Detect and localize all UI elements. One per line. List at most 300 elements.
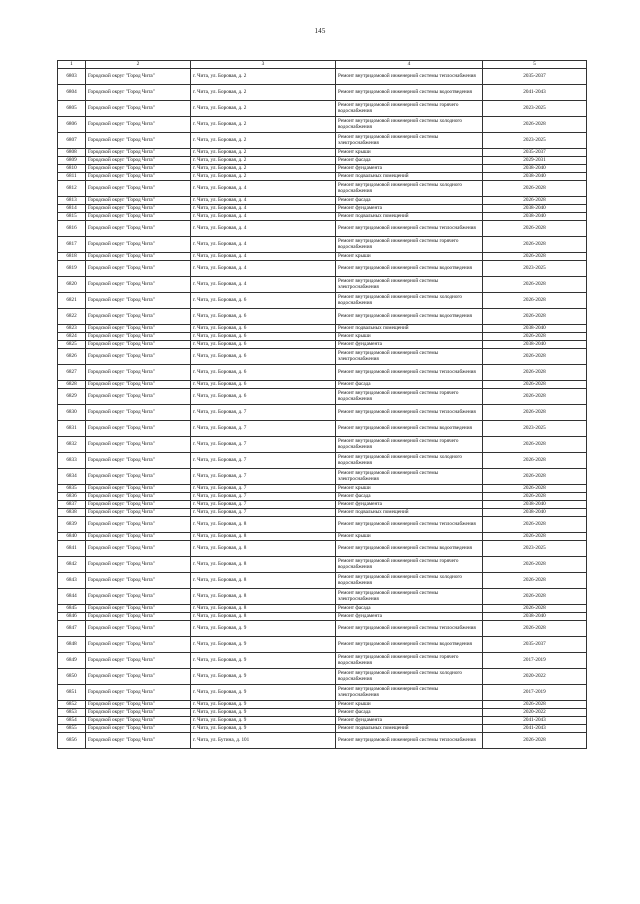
municipality-cell: Городской округ "Город Чита" [86,101,191,117]
header-cell-3: 3 [191,61,336,69]
address-cell: г. Чита, ул. Боровая, д. 7 [191,501,336,509]
address-cell: г. Чита, ул. Бутина, д. 101 [191,733,336,749]
address-cell: г. Чита, ул. Боровая, д. 8 [191,573,336,589]
table-row [58,557,587,573]
address-cell: г. Чита, ул. Боровая, д. 9 [191,701,336,709]
municipality-cell: Городской округ "Город Чита" [86,253,191,261]
work-type-cell: Ремонт внутридомовой инженерной системы горячего водоснабжения [336,389,483,405]
municipality-cell: Городской округ "Город Чита" [86,221,191,237]
municipality-cell: Городской округ "Город Чита" [86,621,191,637]
header-cell-4: 4 [336,61,483,69]
municipality-cell: Городской округ "Город Чита" [86,325,191,333]
work-type-cell: Ремонт фасада [336,381,483,389]
row-number-cell: 6837 [58,501,86,509]
address-cell: г. Чита, ул. Боровая, д. 9 [191,725,336,733]
row-number-cell: 6816 [58,221,86,237]
period-cell: 2026-2028 [483,485,587,493]
work-type-cell: Ремонт внутридомовой инженерной системы водоотведения [336,421,483,437]
address-cell: г. Чита, ул. Боровая, д. 8 [191,533,336,541]
table-row [58,173,587,181]
row-number-cell: 6820 [58,277,86,293]
table-row [58,101,587,117]
address-cell: г. Чита, ул. Боровая, д. 4 [191,261,336,277]
period-cell: 2041-2043 [483,725,587,733]
period-cell: 2017-2019 [483,653,587,669]
work-type-cell: Ремонт внутридомовой инженерной системы водоотведения [336,541,483,557]
period-cell: 2026-2028 [483,733,587,749]
table-row [58,277,587,293]
address-cell: г. Чита, ул. Боровая, д. 7 [191,469,336,485]
table-row [58,293,587,309]
work-type-cell: Ремонт фундамента [336,165,483,173]
work-type-cell: Ремонт внутридомовой инженерной системы теплоснабжения [336,517,483,533]
header-cell-5: 5 [483,61,587,69]
period-cell: 2038-2040 [483,213,587,221]
municipality-cell: Городской округ "Город Чита" [86,341,191,349]
period-cell: 2026-2028 [483,309,587,325]
row-number-cell: 6825 [58,341,86,349]
row-number-cell: 6829 [58,389,86,405]
period-cell: 2026-2028 [483,365,587,381]
table-row [58,365,587,381]
row-number-cell: 6852 [58,701,86,709]
address-cell: г. Чита, ул. Боровая, д. 2 [191,117,336,133]
period-cell: 2038-2040 [483,613,587,621]
period-cell: 2038-2040 [483,165,587,173]
table-row [58,325,587,333]
address-cell: г. Чита, ул. Боровая, д. 6 [191,333,336,341]
row-number-cell: 6849 [58,653,86,669]
address-cell: г. Чита, ул. Боровая, д. 7 [191,405,336,421]
period-cell: 2035-2037 [483,637,587,653]
address-cell: г. Чита, ул. Боровая, д. 9 [191,653,336,669]
row-number-cell: 6839 [58,517,86,533]
table-row [58,613,587,621]
row-number-cell: 6808 [58,149,86,157]
work-type-cell: Ремонт подвальных помещений [336,325,483,333]
municipality-cell: Городской округ "Город Чита" [86,349,191,365]
row-number-cell: 6846 [58,613,86,621]
work-type-cell: Ремонт фасада [336,157,483,165]
municipality-cell: Городской округ "Город Чита" [86,453,191,469]
row-number-cell: 6840 [58,533,86,541]
municipality-cell: Городской округ "Город Чита" [86,469,191,485]
work-type-cell: Ремонт подвальных помещений [336,725,483,733]
address-cell: г. Чита, ул. Боровая, д. 2 [191,133,336,149]
row-number-cell: 6834 [58,469,86,485]
table-row [58,405,587,421]
period-cell: 2035-2037 [483,149,587,157]
period-cell: 2026-2028 [483,605,587,613]
work-type-cell: Ремонт подвальных помещений [336,509,483,517]
address-cell: г. Чита, ул. Боровая, д. 8 [191,605,336,613]
period-cell: 2026-2028 [483,349,587,365]
period-cell: 2026-2028 [483,517,587,533]
period-cell: 2026-2028 [483,701,587,709]
row-number-cell: 6813 [58,197,86,205]
work-type-cell: Ремонт внутридомовой инженерной системы холодного водоснабжения [336,117,483,133]
row-number-cell: 6835 [58,485,86,493]
municipality-cell: Городской округ "Город Чита" [86,213,191,221]
work-type-cell: Ремонт фундамента [336,205,483,213]
table-row [58,669,587,685]
table-row [58,621,587,637]
row-number-cell: 6850 [58,669,86,685]
address-cell: г. Чита, ул. Боровая, д. 2 [191,85,336,101]
table-row [58,165,587,173]
table-row [58,221,587,237]
work-type-cell: Ремонт крыши [336,485,483,493]
municipality-cell: Городской округ "Город Чита" [86,613,191,621]
table-row [58,653,587,669]
municipality-cell: Городской округ "Город Чита" [86,261,191,277]
work-type-cell: Ремонт внутридомовой инженерной системы электроснабжения [336,349,483,365]
address-cell: г. Чита, ул. Боровая, д. 4 [191,213,336,221]
table-row [58,533,587,541]
row-number-cell: 6836 [58,493,86,501]
period-cell: 2029-2031 [483,157,587,165]
table-row [58,725,587,733]
address-cell: г. Чита, ул. Боровая, д. 4 [191,197,336,205]
address-cell: г. Чита, ул. Боровая, д. 2 [191,165,336,173]
municipality-cell: Городской округ "Город Чита" [86,237,191,253]
table-row [58,485,587,493]
table-row [58,573,587,589]
work-type-cell: Ремонт внутридомовой инженерной системы водоотведения [336,637,483,653]
municipality-cell: Городской округ "Город Чита" [86,405,191,421]
table-row [58,589,587,605]
period-cell: 2038-2040 [483,205,587,213]
table-row [58,197,587,205]
municipality-cell: Городской округ "Город Чита" [86,685,191,701]
work-type-cell: Ремонт внутридомовой инженерной системы горячего водоснабжения [336,101,483,117]
address-cell: г. Чита, ул. Боровая, д. 7 [191,437,336,453]
work-type-cell: Ремонт внутридомовой инженерной системы водоотведения [336,261,483,277]
row-number-cell: 6848 [58,637,86,653]
address-cell: г. Чита, ул. Боровая, д. 4 [191,205,336,213]
table-row [58,309,587,325]
address-cell: г. Чита, ул. Боровая, д. 2 [191,101,336,117]
table-row [58,453,587,469]
period-cell: 2026-2028 [483,333,587,341]
address-cell: г. Чита, ул. Боровая, д. 6 [191,389,336,405]
period-cell: 2026-2028 [483,237,587,253]
row-number-cell: 6853 [58,709,86,717]
municipality-cell: Городской округ "Город Чита" [86,133,191,149]
row-number-cell: 6810 [58,165,86,173]
table-row [58,509,587,517]
table-row [58,421,587,437]
row-number-cell: 6805 [58,101,86,117]
address-cell: г. Чита, ул. Боровая, д. 7 [191,485,336,493]
municipality-cell: Городской округ "Город Чита" [86,157,191,165]
work-type-cell: Ремонт подвальных помещений [336,173,483,181]
municipality-cell: Городской округ "Город Чита" [86,277,191,293]
row-number-cell: 6819 [58,261,86,277]
municipality-cell: Городской округ "Город Чита" [86,589,191,605]
row-number-cell: 6845 [58,605,86,613]
row-number-cell: 6824 [58,333,86,341]
municipality-cell: Городской округ "Город Чита" [86,573,191,589]
row-number-cell: 6804 [58,85,86,101]
municipality-cell: Городской округ "Город Чита" [86,381,191,389]
municipality-cell: Городской округ "Город Чита" [86,701,191,709]
municipality-cell: Городской округ "Город Чита" [86,557,191,573]
municipality-cell: Городской округ "Город Чита" [86,205,191,213]
row-number-cell: 6809 [58,157,86,165]
table-row [58,637,587,653]
row-number-cell: 6828 [58,381,86,389]
work-type-cell: Ремонт внутридомовой инженерной системы горячего водоснабжения [336,557,483,573]
period-cell: 2026-2028 [483,493,587,501]
table-row [58,605,587,613]
row-number-cell: 6817 [58,237,86,253]
table-row [58,469,587,485]
municipality-cell: Городской округ "Город Чита" [86,733,191,749]
row-number-cell: 6830 [58,405,86,421]
work-type-cell: Ремонт внутридомовой инженерной системы горячего водоснабжения [336,437,483,453]
work-type-cell: Ремонт внутридомовой инженерной системы холодного водоснабжения [336,669,483,685]
repair-schedule-table [57,60,587,749]
address-cell: г. Чита, ул. Боровая, д. 7 [191,421,336,437]
table-row [58,701,587,709]
work-type-cell: Ремонт фасада [336,709,483,717]
address-cell: г. Чита, ул. Боровая, д. 8 [191,517,336,533]
row-number-cell: 6841 [58,541,86,557]
work-type-cell: Ремонт фундамента [336,501,483,509]
work-type-cell: Ремонт внутридомовой инженерной системы теплоснабжения [336,405,483,421]
municipality-cell: Городской округ "Город Чита" [86,181,191,197]
header-cell-1: 1 [58,61,86,69]
period-cell: 2026-2028 [483,221,587,237]
row-number-cell: 6822 [58,309,86,325]
row-number-cell: 6803 [58,69,86,85]
table-row [58,85,587,101]
table-row [58,501,587,509]
row-number-cell: 6815 [58,213,86,221]
address-cell: г. Чита, ул. Боровая, д. 7 [191,493,336,501]
period-cell: 2035-2037 [483,69,587,85]
municipality-cell: Городской округ "Город Чита" [86,365,191,381]
municipality-cell: Городской округ "Город Чита" [86,509,191,517]
table-row [58,709,587,717]
address-cell: г. Чита, ул. Боровая, д. 6 [191,365,336,381]
work-type-cell: Ремонт внутридомовой инженерной системы электроснабжения [336,469,483,485]
municipality-cell: Городской округ "Город Чита" [86,493,191,501]
municipality-cell: Городской округ "Город Чита" [86,173,191,181]
row-number-cell: 6831 [58,421,86,437]
municipality-cell: Городской округ "Город Чита" [86,725,191,733]
period-cell: 2026-2028 [483,573,587,589]
period-cell: 2026-2028 [483,405,587,421]
table-row [58,733,587,749]
work-type-cell: Ремонт фундамента [336,341,483,349]
municipality-cell: Городской округ "Город Чита" [86,709,191,717]
row-number-cell: 6847 [58,621,86,637]
period-cell: 2026-2028 [483,589,587,605]
row-number-cell: 6823 [58,325,86,333]
period-cell: 2038-2040 [483,325,587,333]
work-type-cell: Ремонт фасада [336,493,483,501]
row-number-cell: 6806 [58,117,86,133]
row-number-cell: 6838 [58,509,86,517]
work-type-cell: Ремонт внутридомовой инженерной системы теплоснабжения [336,365,483,381]
work-type-cell: Ремонт внутридомовой инженерной системы горячего водоснабжения [336,237,483,253]
row-number-cell: 6854 [58,717,86,725]
period-cell: 2038-2040 [483,341,587,349]
address-cell: г. Чита, ул. Боровая, д. 9 [191,717,336,725]
work-type-cell: Ремонт внутридомовой инженерной системы холодного водоснабжения [336,453,483,469]
period-cell: 2026-2028 [483,381,587,389]
municipality-cell: Городской округ "Город Чита" [86,501,191,509]
work-type-cell: Ремонт внутридомовой инженерной системы теплоснабжения [336,69,483,85]
row-number-cell: 6855 [58,725,86,733]
row-number-cell: 6807 [58,133,86,149]
row-number-cell: 6811 [58,173,86,181]
work-type-cell: Ремонт внутридомовой инженерной системы электроснабжения [336,685,483,701]
address-cell: г. Чита, ул. Боровая, д. 9 [191,685,336,701]
table-row [58,205,587,213]
address-cell: г. Чита, ул. Боровая, д. 9 [191,637,336,653]
address-cell: г. Чита, ул. Боровая, д. 6 [191,325,336,333]
municipality-cell: Городской округ "Город Чита" [86,653,191,669]
address-cell: г. Чита, ул. Боровая, д. 8 [191,557,336,573]
municipality-cell: Городской округ "Город Чита" [86,309,191,325]
period-cell: 2026-2028 [483,533,587,541]
address-cell: г. Чита, ул. Боровая, д. 2 [191,157,336,165]
address-cell: г. Чита, ул. Боровая, д. 4 [191,253,336,261]
address-cell: г. Чита, ул. Боровая, д. 8 [191,541,336,557]
period-cell: 2023-2025 [483,261,587,277]
work-type-cell: Ремонт внутридомовой инженерной системы водоотведения [336,85,483,101]
municipality-cell: Городской округ "Город Чита" [86,85,191,101]
address-cell: г. Чита, ул. Боровая, д. 2 [191,173,336,181]
work-type-cell: Ремонт крыши [336,149,483,157]
header-row [58,61,587,69]
address-cell: г. Чита, ул. Боровая, д. 4 [191,237,336,253]
row-number-cell: 6842 [58,557,86,573]
address-cell: г. Чита, ул. Боровая, д. 2 [191,149,336,157]
period-cell: 2023-2025 [483,133,587,149]
work-type-cell: Ремонт внутридомовой инженерной системы холодного водоснабжения [336,573,483,589]
municipality-cell: Городской округ "Город Чита" [86,541,191,557]
row-number-cell: 6818 [58,253,86,261]
work-type-cell: Ремонт внутридомовой инженерной системы холодного водоснабжения [336,181,483,197]
period-cell: 2026-2028 [483,469,587,485]
address-cell: г. Чита, ул. Боровая, д. 4 [191,277,336,293]
period-cell: 2038-2040 [483,173,587,181]
table-row [58,389,587,405]
table-row [58,261,587,277]
work-type-cell: Ремонт подвальных помещений [336,213,483,221]
municipality-cell: Городской округ "Город Чита" [86,69,191,85]
address-cell: г. Чита, ул. Боровая, д. 4 [191,181,336,197]
row-number-cell: 6827 [58,365,86,381]
table-row [58,493,587,501]
period-cell: 2023-2025 [483,101,587,117]
municipality-cell: Городской округ "Город Чита" [86,517,191,533]
row-number-cell: 6826 [58,349,86,365]
work-type-cell: Ремонт внутридомовой инженерной системы горячего водоснабжения [336,653,483,669]
table-row [58,181,587,197]
period-cell: 2026-2028 [483,181,587,197]
work-type-cell: Ремонт фундамента [336,613,483,621]
table-row [58,133,587,149]
table-row [58,437,587,453]
period-cell: 2041-2043 [483,85,587,101]
address-cell: г. Чита, ул. Боровая, д. 6 [191,293,336,309]
municipality-cell: Городской округ "Город Чита" [86,333,191,341]
work-type-cell: Ремонт крыши [336,333,483,341]
municipality-cell: Городской округ "Город Чита" [86,197,191,205]
municipality-cell: Городской округ "Город Чита" [86,485,191,493]
row-number-cell: 6812 [58,181,86,197]
table-row [58,381,587,389]
period-cell: 2041-2043 [483,717,587,725]
table-row [58,717,587,725]
table-row [58,117,587,133]
work-type-cell: Ремонт внутридомовой инженерной системы теплоснабжения [336,733,483,749]
municipality-cell: Городской округ "Город Чита" [86,669,191,685]
address-cell: г. Чита, ул. Боровая, д. 8 [191,589,336,605]
row-number-cell: 6814 [58,205,86,213]
work-type-cell: Ремонт внутридомовой инженерной системы теплоснабжения [336,221,483,237]
work-type-cell: Ремонт внутридомовой инженерной системы электроснабжения [336,277,483,293]
row-number-cell: 6856 [58,733,86,749]
table-row [58,541,587,557]
row-number-cell: 6821 [58,293,86,309]
municipality-cell: Городской округ "Город Чита" [86,717,191,725]
period-cell: 2026-2028 [483,253,587,261]
row-number-cell: 6844 [58,589,86,605]
table-row [58,333,587,341]
municipality-cell: Городской округ "Город Чита" [86,149,191,157]
municipality-cell: Городской округ "Город Чита" [86,117,191,133]
municipality-cell: Городской округ "Город Чита" [86,437,191,453]
table-row [58,685,587,701]
address-cell: г. Чита, ул. Боровая, д. 9 [191,669,336,685]
row-number-cell: 6832 [58,437,86,453]
work-type-cell: Ремонт фасада [336,605,483,613]
table-row [58,213,587,221]
municipality-cell: Городской округ "Город Чита" [86,637,191,653]
header-cell-2: 2 [86,61,191,69]
table-row [58,253,587,261]
work-type-cell: Ремонт фундамента [336,717,483,725]
work-type-cell: Ремонт крыши [336,533,483,541]
table-row [58,341,587,349]
period-cell: 2020-2022 [483,669,587,685]
work-type-cell: Ремонт внутридомовой инженерной системы электроснабжения [336,133,483,149]
address-cell: г. Чита, ул. Боровая, д. 9 [191,709,336,717]
table-row [58,517,587,533]
work-type-cell: Ремонт внутридомовой инженерной системы холодного водоснабжения [336,293,483,309]
address-cell: г. Чита, ул. Боровая, д. 6 [191,381,336,389]
period-cell: 2023-2025 [483,541,587,557]
work-type-cell: Ремонт фасада [336,197,483,205]
table-row [58,349,587,365]
period-cell: 2038-2040 [483,509,587,517]
municipality-cell: Городской округ "Город Чита" [86,533,191,541]
municipality-cell: Городской округ "Город Чита" [86,389,191,405]
work-type-cell: Ремонт внутридомовой инженерной системы теплоснабжения [336,621,483,637]
municipality-cell: Городской округ "Город Чита" [86,165,191,173]
table-row [58,237,587,253]
period-cell: 2023-2025 [483,421,587,437]
period-cell: 2026-2028 [483,277,587,293]
row-number-cell: 6843 [58,573,86,589]
row-number-cell: 6833 [58,453,86,469]
